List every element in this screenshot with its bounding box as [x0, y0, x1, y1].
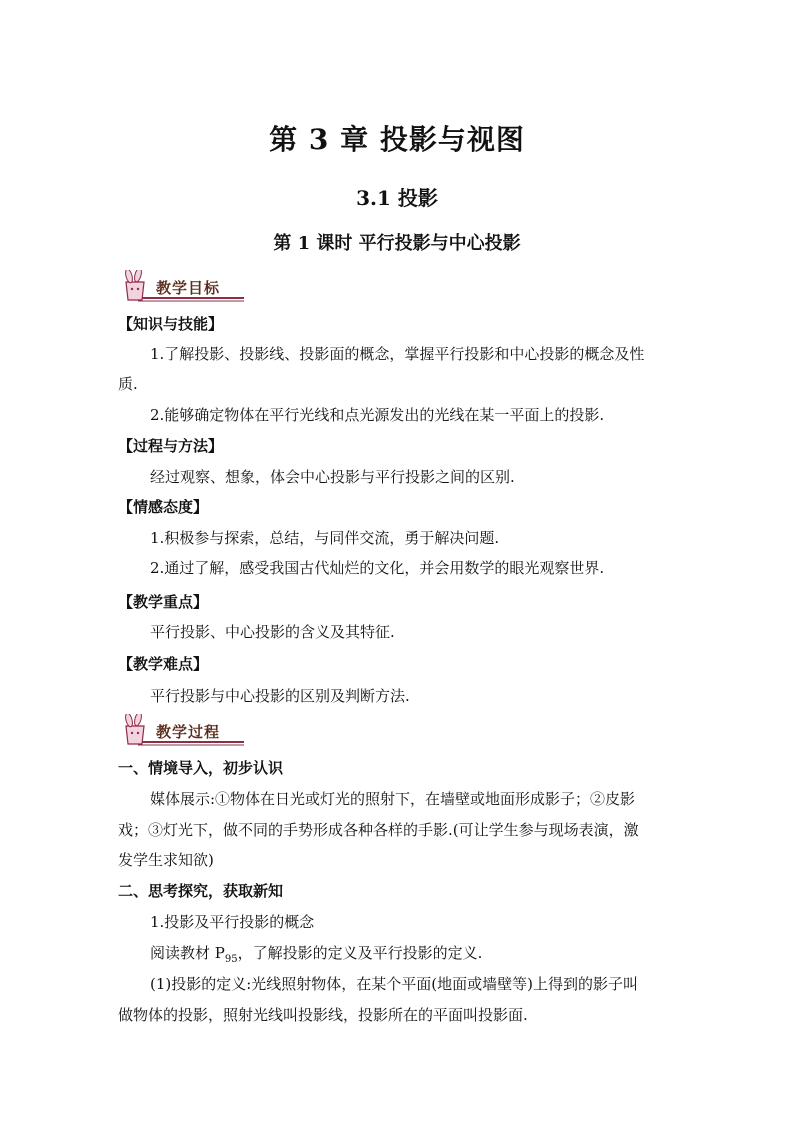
- part2-definition-2: 做物体的投影，照射光线叫投影线，投影所在的平面叫投影面.: [118, 1006, 528, 1024]
- method-heading: 【过程与方法】: [118, 437, 224, 455]
- knowledge-item-2: 2.能够确定物体在平行光线和点光源发出的光线在某一平面上的投影.: [150, 406, 605, 424]
- page-number: 95: [224, 954, 238, 965]
- goals-banner-label: 教学目标: [156, 279, 221, 297]
- difficult-heading: 【教学难点】: [118, 655, 209, 673]
- attitude-item-2: 2.通过了解，感受我国古代灿烂的文化，并会用数学的眼光观察世界.: [150, 559, 605, 577]
- process-banner-label: 教学过程: [156, 723, 221, 741]
- goals-banner: [116, 270, 246, 304]
- method-item-1: 经过观察、想象，体会中心投影与平行投影之间的区别.: [150, 468, 515, 486]
- process-banner: [116, 714, 246, 748]
- attitude-heading: 【情感态度】: [118, 498, 209, 516]
- part2-subheading: 1.投影及平行投影的概念: [150, 913, 315, 931]
- chapter-title: 第 3 章 投影与视图: [269, 123, 525, 156]
- part1-title: 一、情境导入，初步认识: [118, 759, 284, 777]
- part1-line-2: 戏；③灯光下，做不同的手势形成各种各样的手影.(可让学生参与现场表演，激: [118, 821, 639, 839]
- part1-line-1: 媒体展示:①物体在日光或灯光的照射下，在墙壁或地面形成影子；②皮影: [150, 790, 636, 808]
- section-title: 3.1 投影: [356, 186, 438, 210]
- lesson-title: 第 1 课时 平行投影与中心投影: [273, 233, 521, 254]
- difficult-item-1: 平行投影与中心投影的区别及判断方法.: [150, 687, 410, 705]
- key-heading: 【教学重点】: [118, 593, 209, 611]
- knowledge-heading: 【知识与技能】: [118, 315, 224, 333]
- part2-title: 二、思考探究，获取新知: [118, 882, 284, 900]
- reading-suffix: ，了解投影的定义及平行投影的定义.: [237, 944, 483, 962]
- key-item-1: 平行投影、中心投影的含义及其特征.: [150, 623, 395, 641]
- part1-line-3: 发学生求知欲): [118, 851, 214, 869]
- part2-reading: [150, 943, 678, 970]
- knowledge-item-1: 1.了解投影、投影线、投影面的概念，掌握平行投影和中心投影的概念及性: [150, 345, 645, 363]
- part2-definition-1: (1)投影的定义:光线照射物体，在某个平面(地面或墙壁等)上得到的影子叫: [150, 975, 639, 993]
- reading-prefix: 阅读教材 P: [150, 944, 225, 962]
- attitude-item-1: 1.积极参与探索，总结，与同伴交流，勇于解决问题.: [150, 529, 500, 547]
- knowledge-item-1-cont: 质.: [118, 375, 138, 393]
